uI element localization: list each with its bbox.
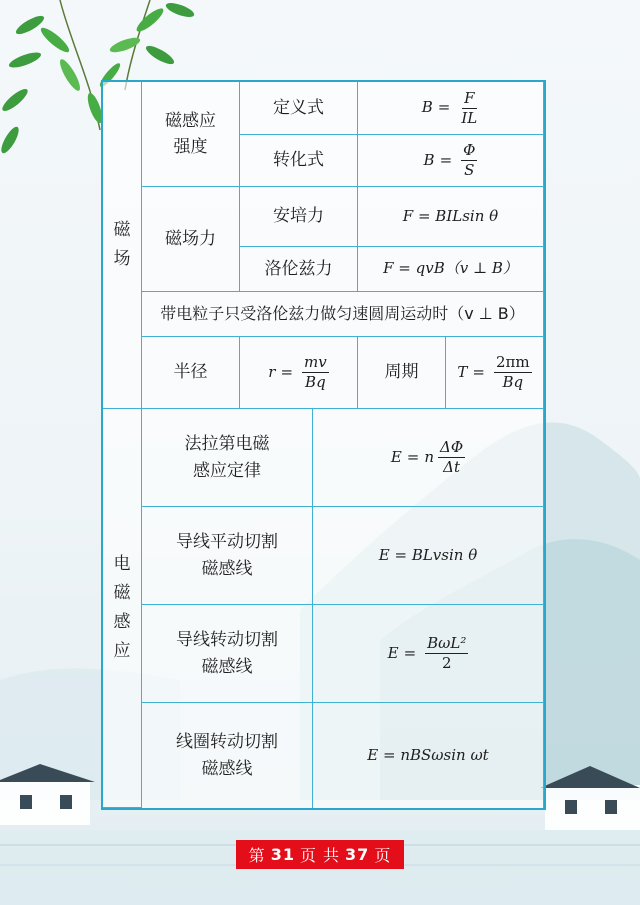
period-label: 周期 xyxy=(358,337,446,409)
physics-formula-table xyxy=(101,80,546,810)
translational-cut-formula: E = BLvsin θ xyxy=(313,507,544,605)
circular-motion-note: 带电粒子只受洛伦兹力做匀速圆周运动时（v ⊥ B） xyxy=(142,292,544,337)
rotational-cut-label: 导线转动切割 磁感线 xyxy=(142,605,313,703)
section-label-magnetic-field: 磁 场 xyxy=(103,82,142,409)
radius-formula: r = $\frac{mv}{Bq}$ xyxy=(240,337,358,409)
conversion-formula: B = $\frac{\Phi}{S}$ xyxy=(358,135,544,187)
magnetic-force-label: 磁场力 xyxy=(142,187,240,292)
ampere-force-label: 安培力 xyxy=(240,187,358,247)
translational-cut-label: 导线平动切割 磁感线 xyxy=(142,507,313,605)
radius-label: 半径 xyxy=(142,337,240,409)
coil-rotation-formula: E = nBSωsin ωt xyxy=(313,703,544,808)
ampere-force-formula: F = BILsin θ xyxy=(358,187,544,247)
section-label-em-induction: 电 磁 感 应 xyxy=(103,409,142,808)
lorentz-force-formula: F = qvB（v ⊥ B） xyxy=(358,247,544,292)
faraday-law-formula: E = n $\frac{\Delta\Phi}{\Delta t}$ xyxy=(313,409,544,507)
rotational-cut-formula: E = $\frac{\text{BωL²}}{2}$ xyxy=(313,605,544,703)
total-page-number: 37 xyxy=(345,845,370,864)
lorentz-force-label: 洛伦兹力 xyxy=(240,247,358,292)
page-indicator: 第 31 页 共 37 页 xyxy=(236,840,404,869)
faraday-law-label: 法拉第电磁 感应定律 xyxy=(142,409,313,507)
definition-formula-label: 定义式 xyxy=(240,82,358,135)
current-page-number: 31 xyxy=(270,845,295,864)
induction-label: 磁感应 强度 xyxy=(142,82,240,187)
coil-rotation-label: 线圈转动切割 磁感线 xyxy=(142,703,313,808)
conversion-formula-label: 转化式 xyxy=(240,135,358,187)
definition-formula: B = $\frac{F}{IL}$ xyxy=(358,82,544,135)
period-formula: T = $\frac{2\pi m}{Bq}$ xyxy=(446,337,544,409)
